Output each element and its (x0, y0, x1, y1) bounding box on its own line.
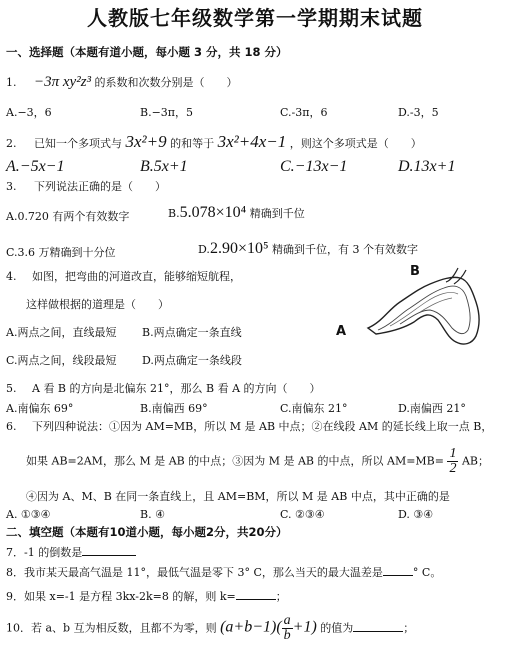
math-expression: +1) (292, 618, 317, 636)
question-9 (6, 588, 287, 604)
math-expression: 3x²+4x−1 (217, 132, 287, 151)
math-expression: 5.078×10⁴ (179, 204, 247, 221)
option-q1-c: C.-3π，6 (280, 106, 328, 119)
fraction-numerator: 1 (449, 446, 457, 461)
figure-label-b: B (410, 264, 420, 279)
question-text: 如图，把弯曲的河道改直，能够缩短航程， (32, 270, 241, 283)
question-number: 1. (6, 76, 17, 89)
question-number: 4. (6, 270, 17, 283)
answer-blank[interactable] (236, 598, 276, 600)
fraction-one-half (447, 447, 458, 476)
question-number: 2. (6, 137, 17, 150)
answer-blank[interactable] (353, 630, 403, 632)
math-expression: −3π xy²z³ (34, 74, 92, 90)
question-text: ； (275, 590, 287, 603)
question-text: ； (403, 621, 415, 635)
option-q5-d: D.南偏西 21° (398, 402, 466, 415)
question-text: 9．如果 x=-1 是方程 3kx-2k=8 的解，则 k= (6, 590, 236, 603)
question-text: ，则这个多项式是（ ） (289, 137, 422, 150)
page-title: 人教版七年级数学第一学期期末试题 (87, 6, 423, 30)
question-4 (6, 268, 241, 284)
option-q4-c: C.两点之间，线段最短 (6, 354, 117, 367)
question-6-line3: ④因为 A、M、B 在同一条直线上，且 AM=BM，所以 M 是 AB 中点，其中正确的是 (26, 490, 450, 503)
option-letter: D. (198, 243, 210, 256)
option-q4-a: A.两点之间，直线最短 (6, 326, 117, 339)
option-q4-d: D.两点确定一条线段 (142, 354, 242, 367)
option-q3-d (198, 240, 418, 258)
option-q5-a: A.南偏东 69° (6, 402, 74, 415)
question-text: ° C。 (412, 566, 442, 579)
option-q6-b: B. ④ (140, 508, 165, 521)
option-q2-c: C.−13x−1 (280, 158, 348, 175)
figure-label-a: A (336, 324, 347, 339)
question-text: 下列四种说法：①因为 AM=MB，所以 M 是 AB 中点；②在线段 AM 的延长线上取一点 B， (32, 420, 493, 433)
option-q2-a: A.−5x−1 (6, 158, 65, 175)
math-expression: (a+b−1)( (220, 618, 282, 636)
question-text: A 看 B 的方向是北偏东 21°，那么 B 看 A 的方向（ ） (32, 382, 321, 395)
fraction-denominator: b (283, 628, 291, 643)
fraction-a-over-b (282, 614, 293, 643)
section-heading-fill: 二、填空题（本题有10道小题，每小题2分，共20分） (6, 525, 288, 539)
option-q5-c: C.南偏东 21° (280, 402, 348, 415)
math-expression: 3x²+9 (125, 132, 167, 151)
option-q1-d: D.-3，5 (398, 106, 439, 119)
fraction-denominator: 2 (449, 461, 457, 476)
question-number: 5. (6, 382, 17, 395)
option-q5-b: B.南偏西 69° (140, 402, 208, 415)
question-text: 如果 AB=2AM，那么 M 是 AB 的中点；③因为 M 是 AB 的中点，所以 AM=MB= (26, 454, 444, 468)
option-q6-d: D. ③④ (398, 508, 434, 521)
option-q6-a: A. ①③④ (6, 508, 51, 521)
option-text: 精确到千位 (249, 207, 305, 220)
question-text: 8．我市某天最高气温是 11°，最低气温是零下 3° C，那么当天的最大温差是 (6, 566, 383, 579)
section-heading-choice: 一、选择题（本题有道小题，每小题 3 分，共 18 分） (6, 45, 288, 59)
option-text: 精确到千位，有 3 个有效数字 (272, 243, 419, 256)
question-text: 下列说法正确的是（ ） (34, 180, 166, 193)
option-q6-c: C. ②③④ (280, 508, 325, 521)
option-q3-c: C.3.6 万精确到十分位 (6, 246, 116, 259)
math-expression: 2.90×10⁵ (209, 240, 269, 257)
question-3 (6, 178, 166, 194)
question-10 (6, 614, 414, 643)
question-text: 的系数和次数分别是（ ） (94, 76, 238, 89)
option-q3-b (168, 204, 305, 222)
answer-blank[interactable] (82, 554, 136, 556)
question-text: 的值为 (320, 621, 354, 635)
question-text: 的和等于 (170, 137, 215, 150)
question-6 (6, 418, 492, 434)
option-q3-a: A.0.720 有两个有效数字 (6, 210, 130, 223)
question-6-line2 (26, 447, 489, 476)
question-number: 3. (6, 180, 17, 193)
question-number: 6. (6, 420, 17, 433)
option-q4-b: B.两点确定一条直线 (142, 326, 242, 339)
question-8 (6, 564, 441, 580)
question-4-line2: 这样做根据的道理是（ ） (26, 298, 169, 311)
option-letter: B. (168, 207, 180, 220)
question-7 (6, 544, 136, 560)
question-text: 10．若 a、b 互为相反数，且都不为零，则 (6, 621, 217, 635)
question-2 (6, 132, 422, 152)
question-text: 7．-1 的倒数是 (6, 546, 83, 559)
option-q2-d: D.13x+1 (398, 158, 456, 175)
option-q1-b: B.−3π，5 (140, 106, 194, 119)
answer-blank[interactable] (383, 574, 413, 576)
question-1 (6, 74, 238, 91)
fraction-numerator: a (283, 613, 291, 628)
question-5 (6, 380, 321, 396)
option-q2-b: B.5x+1 (140, 158, 188, 175)
question-text: AB； (461, 454, 490, 468)
option-q1-a: A.−3，6 (6, 106, 52, 119)
question-text: 已知一个多项式与 (34, 137, 122, 150)
